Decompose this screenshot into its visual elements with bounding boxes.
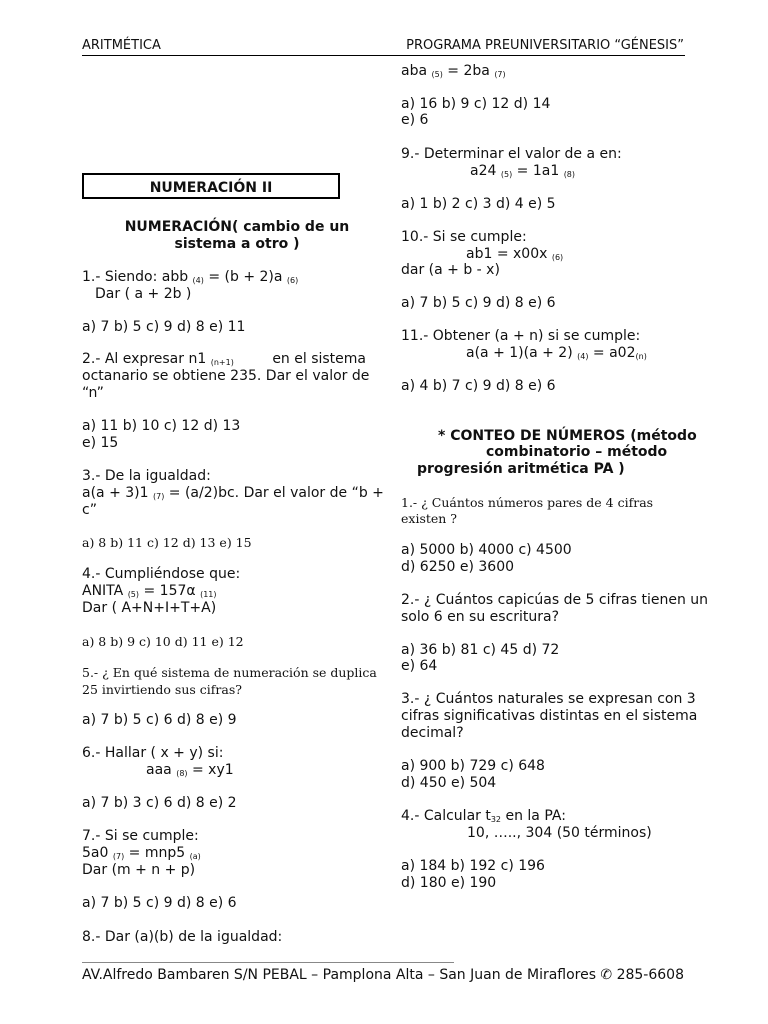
question-8: 8.- Dar (a)(b) de la igualdad: [82,929,283,945]
question-10-ask: dar (a + b - x) [401,262,500,278]
answers-10: a) 7 b) 5 c) 9 d) 8 e) 6 [401,295,556,311]
answers-r1-line2: d) 6250 e) 3600 [401,559,515,575]
question-r1-line2: existen ? [401,511,458,526]
question-6: 6.- Hallar ( x + y) si: [82,745,224,761]
answers-4: a) 8 b) 9 c) 10 d) 11 e) 12 [82,634,244,649]
question-3-line2: a(a + 3)1 $_{(7)}$ = (a/2)bc. Dar el valor de “b + [82,485,384,501]
answers-2-e: e) 15 [82,435,119,451]
question-2: 2.- Al expresar n1 $_{(n+1)}$ en el sistema [82,351,366,367]
question-10: 10.- Si se cumple: [401,229,527,245]
footer-rule [82,962,454,963]
question-8-equation: aba $_{(5)}$ = 2ba $_{(7)}$ [401,63,506,79]
footer-address: AV.Alfredo Bambaren S/N PEBAL – Pamplona Alta – San Juan de Miraflores [82,967,597,983]
answers-7: a) 7 b) 5 c) 9 d) 8 e) 6 [82,895,237,911]
answers-r2: a) 36 b) 81 c) 45 d) 72 [401,642,560,658]
answers-2: a) 11 b) 10 c) 12 d) 13 [82,418,241,434]
answers-r3-line2: d) 450 e) 504 [401,775,497,791]
question-r4-sequence: 10, ….., 304 (50 términos) [467,825,652,841]
answers-r3: a) 900 b) 729 c) 648 [401,758,545,774]
question-5: 5.- ¿ En qué sistema de numeración se duplica [82,665,377,680]
section-title-conteo-3: progresión aritmética PA ) [417,461,625,477]
section-title-2: sistema a otro ) [174,236,300,252]
header-rule [82,55,685,56]
phone-icon: ✆ 285-6608 [600,967,684,983]
question-r2: 2.- ¿ Cuántos capicúas de 5 cifras tienen un [401,592,709,608]
question-r2-line2: solo 6 en su escritura? [401,609,560,625]
question-4: 4.- Cumpliéndose que: [82,566,241,582]
answers-r1: a) 5000 b) 4000 c) 4500 [401,542,572,558]
question-r4: 4.- Calcular $t_{32}$ en la PA: [401,808,566,824]
section-title-1: NUMERACIÓN( cambio de un [124,219,350,235]
question-7-line2: 5a0 $_{(7)}$ = mnp5 $_{(a)}$ [82,845,201,861]
answers-3: a) 8 b) 11 c) 12 d) 13 e) 15 [82,535,252,550]
question-4-line2: ANITA $_{(5)}$ = 157α $_{(11)}$ [82,583,217,599]
question-10-equation: ab1 = x00x $_{(6)}$ [466,246,564,262]
section-title-conteo-2: combinatorio – método [486,444,668,460]
question-2-line2: octanario se obtiene 235. Dar el valor de [82,368,370,384]
answers-1: a) 7 b) 5 c) 9 d) 8 e) 11 [82,319,246,335]
question-4-line3: Dar ( A+N+I+T+A) [82,600,217,616]
question-r3: 3.- ¿ Cuántos naturales se expresan con 3 [401,691,696,707]
question-1: 1.- Siendo: abb $_{(4)}$ = (b + 2)a $_{(6)}$ [82,269,299,285]
answers-r4: a) 184 b) 192 c) 196 [401,858,545,874]
answers-8: a) 16 b) 9 c) 12 d) 14 [401,96,551,112]
question-7-line3: Dar (m + n + p) [82,862,196,878]
answers-11: a) 4 b) 7 c) 9 d) 8 e) 6 [401,378,556,394]
header-program: PROGRAMA PREUNIVERSITARIO “GÉNESIS” [406,38,684,53]
section-title-conteo-1: * CONTEO DE NÚMEROS (método [438,428,697,444]
question-r3-line2: cifras significativas distintas en el sistema [401,708,698,724]
question-7: 7.- Si se cumple: [82,828,199,844]
answers-5: a) 7 b) 5 c) 6 d) 8 e) 9 [82,712,237,728]
question-r1: 1.- ¿ Cuántos números pares de 4 cifras [401,495,654,510]
answers-r4-line2: d) 180 e) 190 [401,875,497,891]
footer-phone [600,967,684,983]
question-6-line2: aaa $_{(8)}$ = xy1 [146,762,234,778]
answers-8-e: e) 6 [401,112,429,128]
question-3-line3: c” [82,502,97,518]
header-subject: ARITMÉTICA [82,38,161,53]
question-3: 3.- De la igualdad: [82,468,211,484]
question-5-line2: 25 invirtiendo sus cifras? [82,682,242,697]
question-11: 11.- Obtener (a + n) si se cumple: [401,328,641,344]
question-11-equation: a(a + 1)(a + 2) $_{(4)} = a02_{(n)}$ [466,345,647,361]
answers-r2-e: e) 64 [401,658,438,674]
question-2-line3: “n” [82,385,104,401]
answers-9: a) 1 b) 2 c) 3 d) 4 e) 5 [401,196,556,212]
question-r3-line3: decimal? [401,725,464,741]
question-9: 9.- Determinar el valor de a en: [401,146,622,162]
question-1-ask: Dar ( a + 2b ) [95,286,192,302]
question-9-equation: a24 $_{(5)}$ = 1a1 $_{(8)}$ [470,163,576,179]
answers-6: a) 7 b) 3 c) 6 d) 8 e) 2 [82,795,237,811]
title-box: NUMERACIÓN II [82,173,340,199]
